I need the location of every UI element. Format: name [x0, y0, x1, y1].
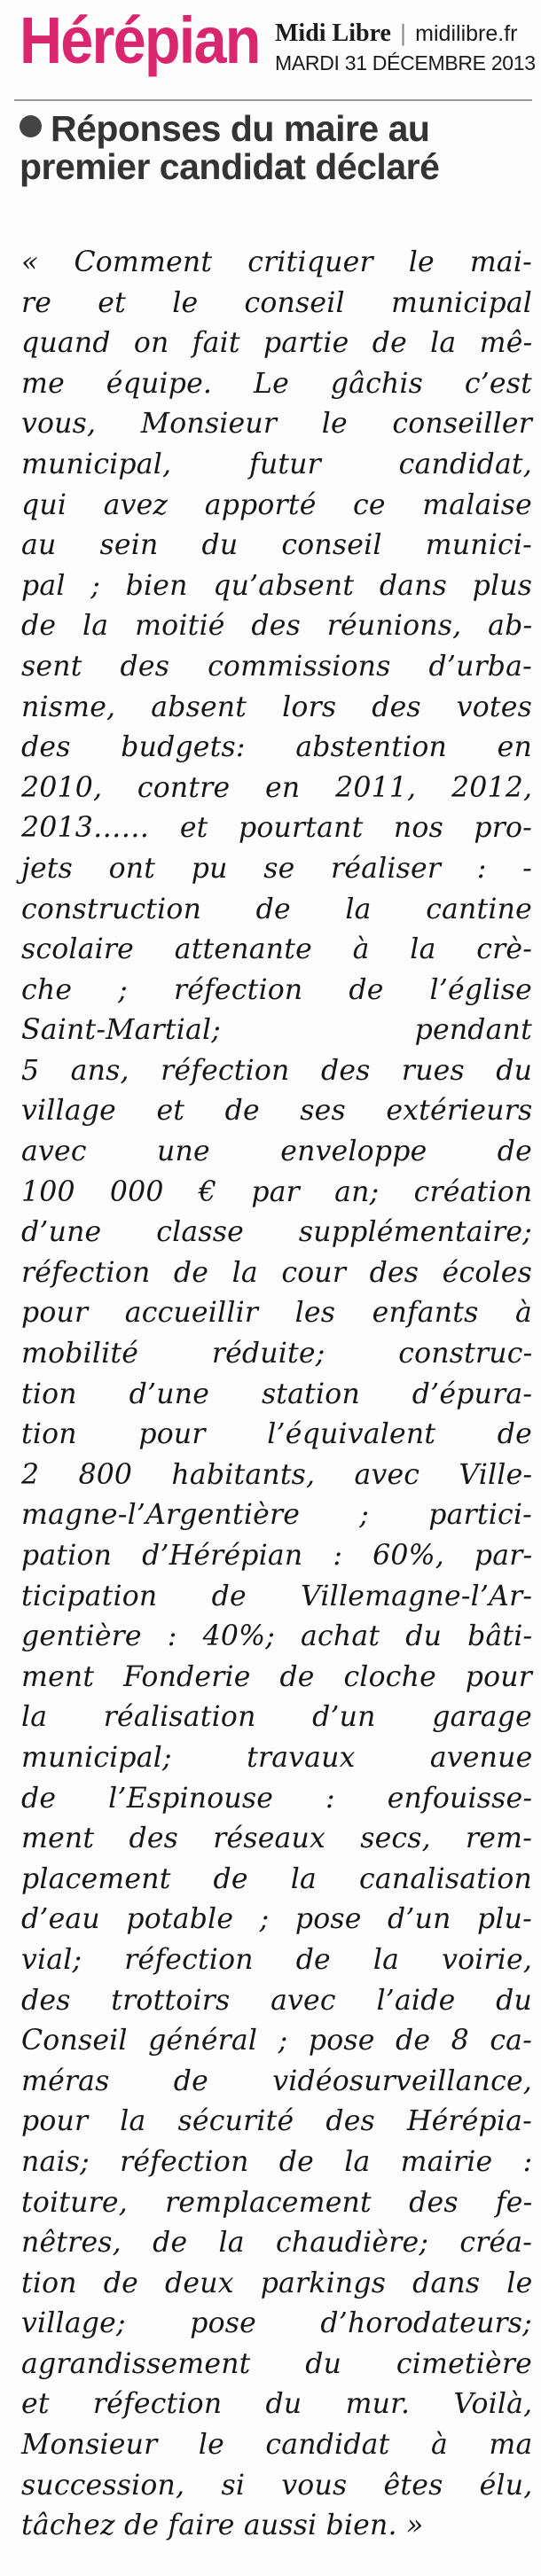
article-line: magne-l’Argentière ; partici- [21, 1499, 532, 1532]
article-line: succession, si vous êtes élu, [21, 2469, 533, 2502]
brand-separator: | [400, 20, 406, 46]
headline-text: Réponses du maire au premier candidat déclaré [20, 108, 440, 187]
article-line: vous, Monsieur le conseiller [21, 408, 532, 441]
article-line: ticipation de Villemagne-l’Ar- [21, 1580, 533, 1612]
article-line: 2010, contre en 2011, 2012, [21, 771, 533, 804]
article-line: re et le conseil municipal [21, 286, 533, 319]
article-line: d’une classe supplémentaire; [21, 1216, 532, 1249]
article-line: construction de la cantine [21, 893, 532, 925]
article-line: che ; réfection de l’église [21, 973, 532, 1006]
newspaper-brand [275, 20, 532, 47]
article-line: de l’Espinouse : enfouisse- [21, 1782, 533, 1815]
header-divider [14, 99, 532, 101]
article-line: des trottoirs avec l’aide du [21, 1984, 532, 2017]
article-line: et réfection du mur. Voilà, [21, 2388, 533, 2421]
article-line: sent des commissions d’urba- [21, 650, 532, 683]
bullet-icon [20, 115, 42, 137]
article-line: placement de la canalisation [21, 1862, 532, 1895]
article-line: tion pour l’équivalent de [21, 1418, 532, 1451]
article-line: nêtres, de la chaudière; créa- [21, 2227, 533, 2260]
article-line: des budgets: abstention en [21, 731, 532, 764]
article-line: avec une enveloppe de [21, 1136, 532, 1168]
article-line: 100 000 € par an; création [21, 1175, 533, 1208]
article-line: ment des réseaux secs, rem- [21, 1823, 533, 1855]
article-line: municipal, futur candidat, [21, 448, 533, 480]
article-line: village et de ses extérieurs [21, 1095, 533, 1128]
article-line: qui avez apporté ce malaise [21, 488, 532, 521]
article-line: me équipe. Le gâchis c’est [21, 367, 532, 400]
article-line: agrandissement du cimetière [21, 2347, 532, 2380]
article-line: tâchez de faire aussi bien. » [21, 2510, 424, 2542]
publication-date: MARDI 31 DÉCEMBRE 2013 [275, 51, 536, 74]
article-line: tion d’une station d’épura- [21, 1378, 533, 1410]
masthead [0, 0, 541, 98]
article-line: gentière : 40%; achat du bâti- [21, 1620, 533, 1653]
article-line: nais; réfection de la mairie : [21, 2145, 533, 2178]
article-body [21, 243, 532, 2547]
article-line: tion de deux parkings dans le [21, 2267, 533, 2299]
article-headline [20, 110, 534, 186]
town-name: Hérépian [20, 4, 260, 77]
article-line: toiture, remplacement des fe- [21, 2186, 533, 2219]
article-line: Saint-Martial; pendant [21, 1014, 532, 1047]
article-line: pation d’Hérépian : 60%, par- [21, 1540, 533, 1572]
article-line: quand on fait partie de la mê- [21, 327, 533, 360]
article-line: scolaire attenante à la crè- [21, 933, 533, 966]
article-line: village; pose d’horodateurs; [21, 2307, 532, 2340]
article-line: réfection de la cour des écoles [21, 1256, 532, 1289]
article-line: municipal; travaux avenue [21, 1741, 533, 1774]
article-line: de la moitié des réunions, ab- [21, 610, 533, 643]
article-line: 2 800 habitants, avec Ville- [21, 1458, 533, 1491]
newspaper-name: Midi Libre [275, 20, 391, 47]
article-line: d’eau potable ; pose d’un plu- [21, 1903, 532, 1936]
article-line: mobilité réduite; construc- [21, 1338, 533, 1370]
article-line: pal ; bien qu’absent dans plus [21, 569, 533, 602]
article-line: au sein du conseil munici- [21, 529, 532, 562]
article-line: 2013…… et pourtant nos pro- [21, 812, 533, 845]
article-line: Conseil général ; pose de 8 ca- [21, 2025, 532, 2057]
article-line: 5 ans, réfection des rues du [21, 1054, 533, 1087]
article-line: nisme, absent lors des votes [21, 691, 532, 723]
article-line: vial; réfection de la voirie, [21, 1943, 533, 1976]
newspaper-website: midilibre.fr [415, 21, 518, 46]
article-line: jets ont pu se réaliser : - [21, 852, 532, 885]
article-line: la réalisation d’un garage [21, 1701, 532, 1734]
article-line: ment Fonderie de cloche pour [21, 1660, 532, 1693]
article-line: méras de vidéosurveillance, [21, 2065, 532, 2097]
article-line: « Comment critiquer le mai- [21, 246, 532, 278]
article-line: Monsieur le candidat à ma [21, 2429, 533, 2462]
article-line: pour accueillir les enfants à [21, 1297, 532, 1330]
article-line: pour la sécurité des Hérépia- [21, 2105, 532, 2138]
